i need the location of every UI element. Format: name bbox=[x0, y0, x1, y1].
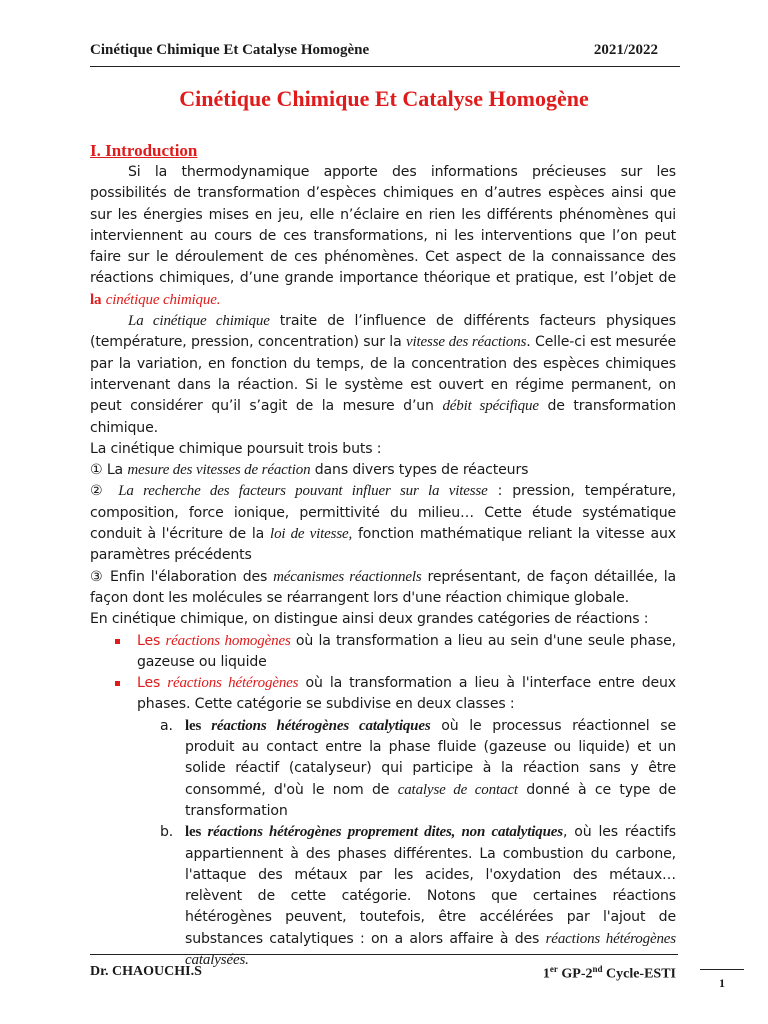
goal-item-3: ③ Enfin l'élaboration des mécanismes réactionnels représentant, de façon détaillée, la façon dont les molécules se réarrangent lors d'une réaction chimique globale. bbox=[90, 568, 676, 606]
list-item: Les réactions homogènes où la transformation a lieu au sein d'une seule phase, gazeuse ou liquide bbox=[90, 631, 676, 674]
list-item: Les réactions hétérogènes où la transformation a lieu à l'interface entre deux phases. Cette catégorie se subdivise en deux classes : bbox=[90, 673, 676, 716]
sub-list-label: b. bbox=[160, 824, 174, 841]
paragraph-intro: Si la thermodynamique apporte des informations précieuses sur les possibilités de transformation d’espèces chimiques en d’autres espèces ainsi que sur les énergies mises en jeu, elle n’éclaire en rien les différents phénomènes qui interviennent au cours de ces transformations, ni les interventions que l’on peut faire sur le déroulement de ces phénomènes. Cet aspect de la connaissance des réactions chimiques, d’une grande importance théorique et pratique, est l’objet de la cinétique chimique. bbox=[90, 164, 676, 308]
sub-list-item-a: a. les réactions hétérogènes catalytiques où le processus réactionnel se produit au contact entre la phase fluide (gazeuse ou liquide) et un solide réactif (catalyseur) qui participe à la réaction sans y être consommé, d'où le nom de catalyse de contact donné à ce type de transformation bbox=[160, 717, 676, 819]
sub-list-label: a. bbox=[160, 717, 173, 734]
highlight-la: la bbox=[90, 291, 102, 308]
paragraph-definition: La cinétique chimique traite de l’influence de différents facteurs physiques (température, pression, concentration) sur la vitesse des réactions. Celle-ci est mesurée par la variation, en fonction du temps, de la concentration des espèces chimiques intervenant dans la réaction. Si le système est ouvert en régime permanent, on peut considérer qu’il s’agit de la mesure d’un débit spécifique de transformation chimique. bbox=[90, 313, 677, 436]
bullet-square-icon bbox=[115, 639, 120, 644]
goal-item-1: ① La mesure des vitesses de réaction dans divers types de réacteurs bbox=[90, 462, 529, 479]
paragraph-categories: En cinétique chimique, on distingue ainsi deux grandes catégories de réactions : bbox=[90, 611, 649, 628]
header-title: Cinétique Chimique Et Catalyse Homogène bbox=[90, 42, 370, 58]
page-number-divider bbox=[700, 969, 744, 970]
footer-author: Dr. CHAOUCHI.S bbox=[90, 964, 202, 979]
page-header bbox=[90, 42, 658, 64]
paragraph-goals-intro: La cinétique chimique poursuit trois buts : bbox=[90, 440, 382, 457]
page-title: Cinétique Chimique Et Catalyse Homogène bbox=[179, 86, 589, 111]
goal-item-2: ② La recherche des facteurs pouvant influer sur la vitesse : pression, température, composition, force ionique, permittivité du milieu… Cette étude systématique conduit à l'écriture de la loi de vitesse, fonction mathématique reliant la vitesse aux paramètres précédents bbox=[90, 483, 676, 564]
footer-course: 1er GP-2nd Cycle-ESTI bbox=[542, 964, 676, 982]
document-body bbox=[90, 162, 676, 971]
section-heading: I. Introduction bbox=[90, 141, 198, 160]
highlight-term: cinétique chimique. bbox=[105, 291, 221, 308]
bullet-square-icon bbox=[115, 681, 120, 686]
footer-divider bbox=[90, 954, 678, 955]
page-number: 1 bbox=[719, 976, 725, 990]
header-divider bbox=[90, 66, 680, 67]
sub-list-item-b: b. les réactions hétérogènes proprement dites, non catalytiques, où les réactifs appartiennent à des phases différentes. La combustion du carbone, l'attaque des métaux par les acides, l'oxydation des métaux… relèvent de cette catégorie. Notons que certaines réactions hétérogènes peuvent, toutefois, être accélérées par l'ajout de substances catalytiques : on a alors affaire à des réactions hétérogènes catalysées. bbox=[160, 824, 676, 968]
header-year: 2021/2022 bbox=[593, 42, 658, 58]
